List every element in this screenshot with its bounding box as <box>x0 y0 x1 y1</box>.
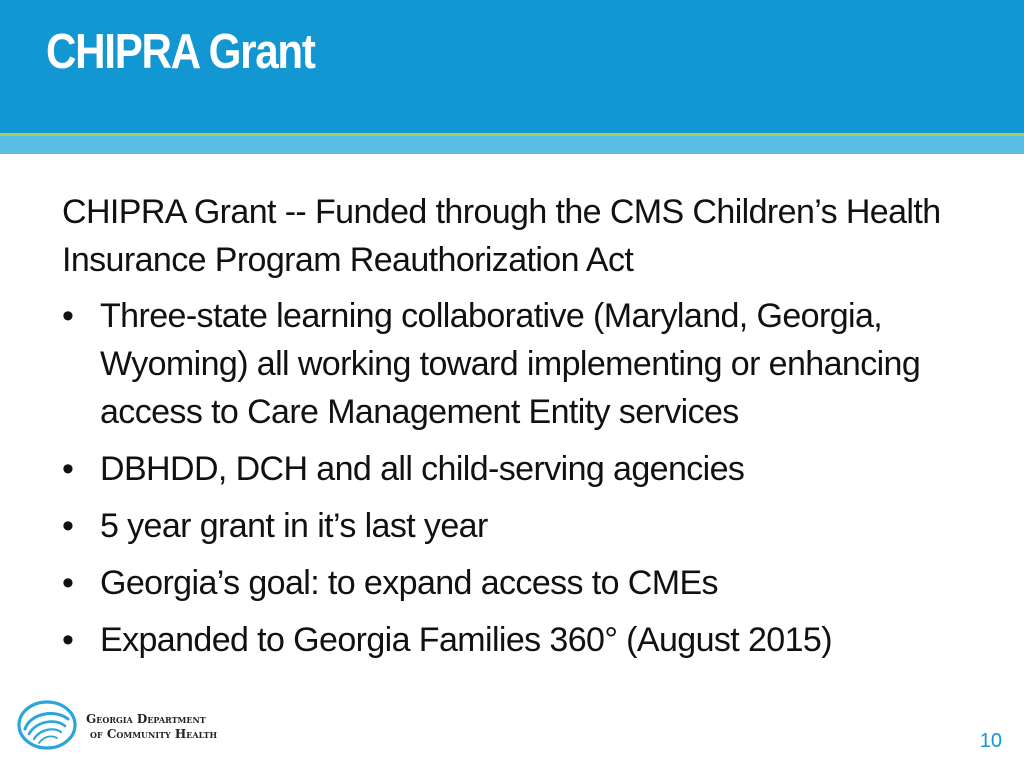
list-item <box>62 616 982 664</box>
logo-line-2: of Community Health <box>90 727 218 741</box>
slide-title: CHIPRA Grant <box>46 25 315 79</box>
organization-logo <box>16 699 246 751</box>
list-item-text: Georgia’s goal: to expand access to CMEs <box>100 564 718 602</box>
list-item-text: Expanded to Georgia Families 360° (August 2015) <box>100 621 832 659</box>
list-item-text: Three-state learning collaborative (Maryland, Georgia, Wyoming) all working toward implementing or enhancing access to Care Management Entity services <box>100 297 921 431</box>
list-item-text: DBHDD, DCH and all child-serving agencies <box>100 450 745 488</box>
bullet-icon: • <box>62 297 74 335</box>
bullet-icon: • <box>62 621 74 659</box>
list-item <box>62 559 982 607</box>
list-item <box>62 445 982 493</box>
bullet-icon: • <box>62 507 74 545</box>
logo-wordmark <box>86 712 217 742</box>
list-item <box>62 502 982 550</box>
list-item <box>62 292 982 436</box>
bullet-list <box>62 292 982 664</box>
slide-content <box>62 188 982 673</box>
swirl-circle-icon <box>16 699 78 751</box>
page-number: 10 <box>979 730 1002 752</box>
bullet-icon: • <box>62 564 74 602</box>
list-item-text: 5 year grant in it’s last year <box>100 507 488 545</box>
intro-paragraph: CHIPRA Grant -- Funded through the CMS Children’s Health Insurance Program Reauthorization Act <box>62 193 941 279</box>
logo-line-1: Georgia Department <box>86 712 206 726</box>
bullet-icon: • <box>62 450 74 488</box>
header-stripe <box>0 136 1024 154</box>
